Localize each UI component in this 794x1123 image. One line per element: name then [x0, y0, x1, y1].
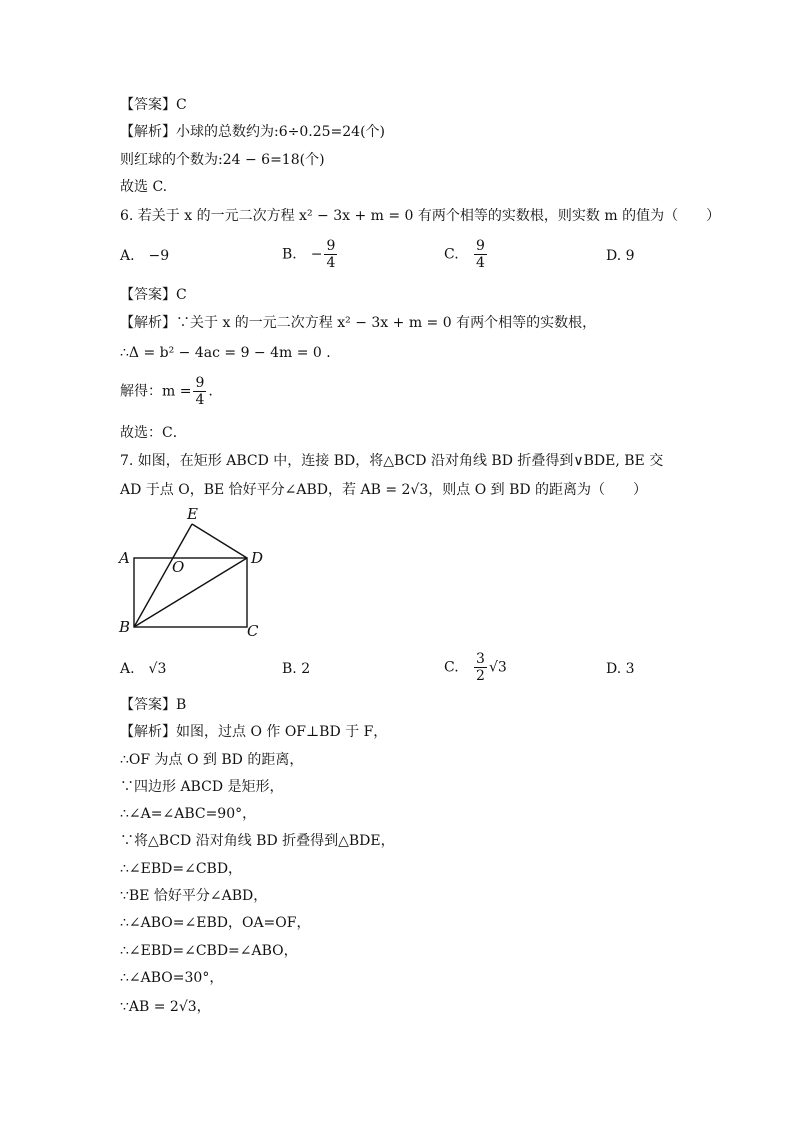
analysis-line-q7-10: ∴∠ABO=30°， — [120, 970, 224, 986]
q7-option-c — [444, 651, 507, 684]
q6-option-b-fraction: $\frac{9}{4}$ — [326, 238, 336, 271]
analysis-line-q7-4: ∴∠A=∠ABC=90°， — [120, 806, 257, 822]
q7-option-c-fraction: $\frac{3}{2}$ — [476, 651, 485, 684]
question-6-text: 6. 若关于 x 的一元二次方程 x² − 3x + m = 0 有两个相等的实数根，则实数 m 的值为（ ） — [120, 208, 721, 224]
analysis-line-q7-9: ∴∠EBD=∠CBD=∠ABO， — [120, 943, 298, 959]
analysis-line-q6-2: ∴Δ = b² − 4ac = 9 − 4m = 0 . — [120, 345, 331, 361]
label-d: D — [251, 549, 264, 567]
analysis-line-q7-2: ∴OF 为点 O 到 BD 的距离， — [120, 752, 304, 768]
solution-prefix: 解得：m = — [120, 383, 192, 400]
q6-option-c-prefix: C. — [444, 246, 459, 263]
q6-option-a: A. −9 — [120, 248, 170, 264]
q6-option-b — [282, 238, 339, 271]
conclusion-line-q6: 故选：C． — [120, 425, 187, 441]
q7-option-c-prefix: C. — [444, 659, 459, 676]
q6-option-c — [444, 238, 489, 271]
label-c: C — [247, 622, 259, 640]
analysis-line-q5-2: 则红球的个数为:24 − 6=18(个) — [120, 152, 325, 168]
conclusion-line-q5: 故选 C. — [120, 179, 168, 195]
analysis-line-q7-11: ∵AB = 2√3， — [120, 999, 211, 1015]
segment-ed — [192, 524, 247, 558]
q6-option-d: D. 9 — [606, 248, 635, 264]
solution-fraction: $\frac{9}{4}$ — [195, 375, 205, 408]
analysis-line-q7-1: 【解析】如图，过点 O 作 OF⊥BD 于 F， — [120, 724, 388, 740]
analysis-line-q6-1: 【解析】∵关于 x 的一元二次方程 x² − 3x + m = 0 有两个相等的实数根， — [120, 315, 597, 331]
question-7-text-2: AD 于点 O，BE 恰好平分∠ABD，若 AB = 2√3，则点 O 到 BD 的距离为（ ） — [120, 482, 648, 498]
q6-option-b-prefix: B. − — [282, 246, 323, 263]
q7-option-a: A. √3 — [120, 661, 167, 677]
analysis-line-q7-8: ∴∠ABO=∠EBD，OA=OF， — [120, 915, 311, 931]
diagonal-bd — [134, 558, 247, 627]
analysis-line-q7-7: ∵BE 恰好平分∠ABD， — [120, 888, 268, 904]
answer-line-q7: 【答案】B — [120, 697, 187, 713]
label-e: E — [187, 505, 198, 523]
answer-line-q6: 【答案】C — [120, 287, 187, 303]
geometry-diagram — [112, 503, 272, 643]
label-b: B — [119, 618, 131, 636]
analysis-line-q7-3: ∵四边形 ABCD 是矩形， — [120, 779, 284, 795]
analysis-line-q7-5: ∵将△BCD 沿对角线 BD 折叠得到△BDE， — [120, 833, 395, 849]
rectangle-fold-figure — [112, 503, 272, 643]
q7-option-d: D. 3 — [606, 661, 635, 677]
q7-option-b: B. 2 — [282, 661, 311, 677]
question-7-text-1: 7. 如图，在矩形 ABCD 中，连接 BD，将△BCD 沿对角线 BD 折叠得到∨BDE, BE 交 — [120, 453, 664, 469]
analysis-line-q5-1: 【解析】小球的总数约为:6÷0.25=24(个) — [120, 124, 385, 140]
q7-option-c-radical: √3 — [488, 659, 507, 676]
analysis-line-q6-3 — [120, 375, 213, 408]
answer-line-q5: 【答案】C — [120, 97, 187, 113]
q6-option-c-fraction: $\frac{9}{4}$ — [476, 238, 485, 271]
analysis-line-q7-6: ∴∠EBD=∠CBD， — [120, 861, 243, 877]
label-a: A — [119, 549, 130, 567]
label-o: O — [172, 558, 185, 576]
solution-tail: . — [208, 383, 213, 400]
